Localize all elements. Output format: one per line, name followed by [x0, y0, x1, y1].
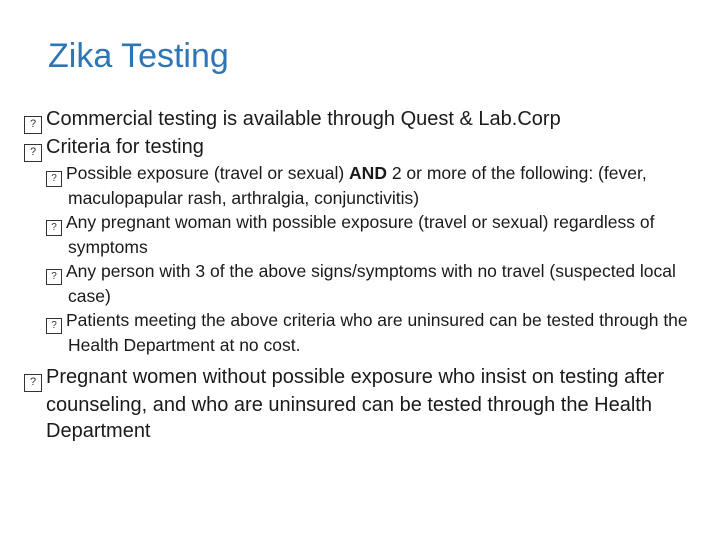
- missing-glyph-icon: ?: [24, 374, 42, 392]
- sub-bullet-text: Any pregnant woman with possible exposure (travel or sexual) regardless of symptoms: [66, 212, 655, 257]
- bullet-pregnant-without-exposure: [24, 364, 704, 444]
- missing-glyph-icon: ?: [46, 171, 62, 187]
- sub-bullet-pregnant-woman: [24, 211, 704, 258]
- sub-bullet-possible-exposure: [24, 162, 704, 209]
- missing-glyph-icon: ?: [24, 144, 42, 162]
- sub-bullet-text-post: 2 or more of the following: (fever, maculopapular rash, arthralgia, conjunctivitis): [68, 163, 647, 208]
- sub-bullet-any-person: [24, 260, 704, 307]
- bullet-text: Pregnant women without possible exposure who insist on testing after counseling, and who are uninsured can be tested through the Health Department: [46, 366, 665, 442]
- missing-glyph-icon: ?: [46, 220, 62, 236]
- missing-glyph-icon: ?: [24, 116, 42, 134]
- sub-bullet-uninsured: [24, 309, 704, 356]
- sub-bullet-text: Any person with 3 of the above signs/symptoms with no travel (suspected local case): [66, 261, 676, 306]
- bullet-text: Commercial testing is available through Quest & Lab.Corp: [46, 108, 561, 130]
- bullet-criteria: [24, 134, 704, 162]
- bullet-text: Criteria for testing: [46, 136, 204, 158]
- sub-bullet-text-bold: AND: [349, 163, 387, 183]
- bullet-commercial-testing: [24, 106, 704, 134]
- sub-bullet-text-pre: Possible exposure (travel or sexual): [66, 163, 350, 183]
- slide-content: [24, 106, 704, 444]
- missing-glyph-icon: ?: [46, 318, 62, 334]
- sub-bullet-text: Patients meeting the above criteria who are uninsured can be tested through the Health Department at no cost.: [66, 310, 688, 355]
- slide-title: Zika Testing: [48, 37, 229, 75]
- missing-glyph-icon: ?: [46, 269, 62, 285]
